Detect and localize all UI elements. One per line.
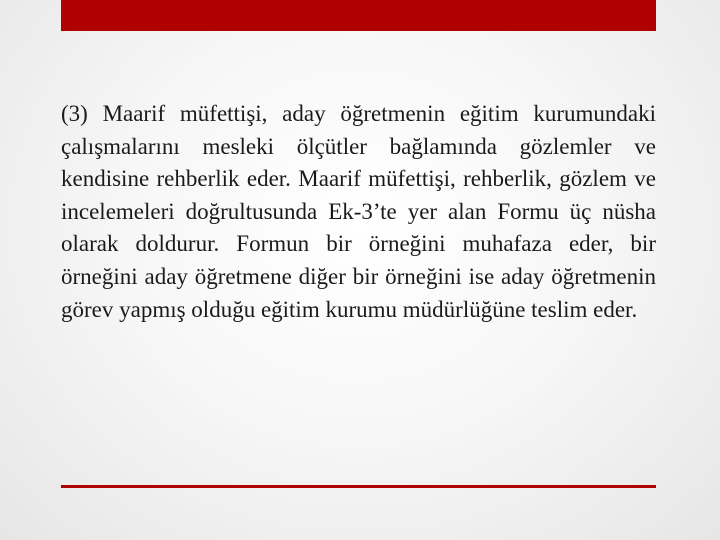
body-paragraph: (3) Maarif müfettişi, aday öğretmenin eğitim kurumundaki çalışmalarını mesleki ölçütler bağlamında gözlemler ve kendisine rehberlik eder. Maarif müfettişi, rehberlik, gözlem ve incelemeleri doğrultusunda Ek-3’te yer alan Formu üç nüsha olarak doldurur. Formun bir örneğini muhafaza eder, bir örneğini aday öğretmene diğer bir örneğini ise aday öğretmenin görev yapmış olduğu eğitim kurumu müdürlüğüne teslim eder. xyxy=(61,101,656,322)
top-accent-bar xyxy=(61,0,656,31)
bottom-divider xyxy=(61,485,656,488)
